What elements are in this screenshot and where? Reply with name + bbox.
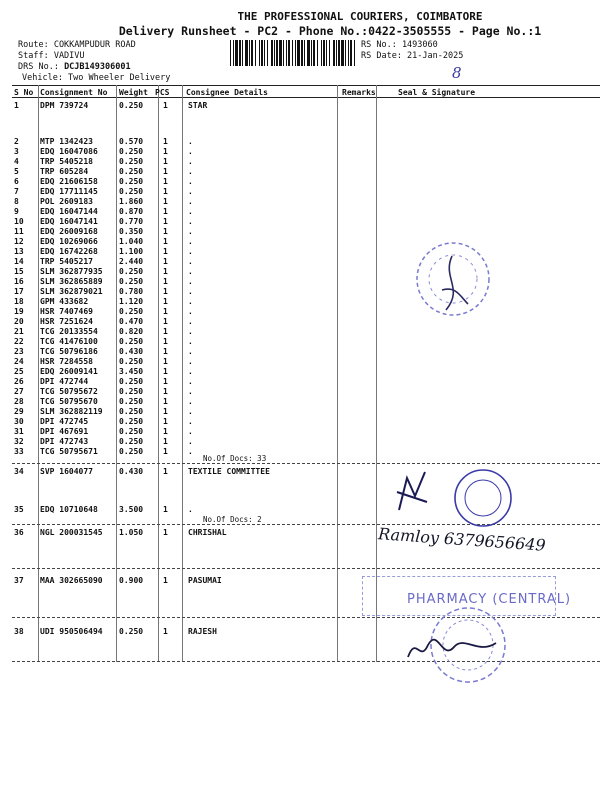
row-sno: 16 — [14, 277, 24, 286]
row-pcs: 1 — [163, 307, 168, 316]
row-sno: 14 — [14, 257, 24, 266]
row-consignment: HSR 7284558 — [40, 357, 93, 366]
table-row — [0, 227, 600, 237]
table-row — [0, 247, 600, 257]
row-consignee: . — [188, 137, 193, 146]
row-sno: 23 — [14, 347, 24, 356]
row-consignment: TCG 50795671 — [40, 447, 98, 456]
row-sno: 30 — [14, 417, 24, 426]
row-weight: 0.250 — [119, 627, 144, 636]
row-sno: 10 — [14, 217, 24, 226]
row-pcs: 1 — [163, 467, 168, 476]
row-pcs: 1 — [163, 427, 168, 436]
row-consignee: . — [188, 157, 193, 166]
barcode-graphic — [230, 40, 355, 66]
row-pcs: 1 — [163, 576, 168, 585]
row-pcs: 1 — [163, 505, 168, 514]
row-weight: 0.250 — [119, 167, 144, 176]
row-weight: 0.870 — [119, 207, 144, 216]
row-consignment: EDQ 16047086 — [40, 147, 98, 156]
row-consignee: . — [188, 327, 193, 336]
table-row — [0, 101, 600, 111]
row-sno: 5 — [14, 167, 19, 176]
table-row — [0, 137, 600, 147]
row-sno: 15 — [14, 267, 24, 276]
row-consignment: HSR 7251624 — [40, 317, 93, 326]
row-consignment: DPM 739724 — [40, 101, 89, 110]
table-row — [0, 407, 600, 417]
row-weight: 0.570 — [119, 137, 144, 146]
row-consignment: TCG 50796186 — [40, 347, 98, 356]
row-sno: 31 — [14, 427, 24, 436]
row-weight: 3.450 — [119, 367, 144, 376]
row-pcs: 1 — [163, 377, 168, 386]
row-consignment: DPI 472745 — [40, 417, 89, 426]
row-pcs: 1 — [163, 217, 168, 226]
row-consignee: . — [188, 417, 193, 426]
row-sno: 4 — [14, 157, 19, 166]
table-row — [0, 427, 600, 437]
row-consignment: TCG 20133554 — [40, 327, 98, 336]
round-seal-stamp — [412, 238, 494, 320]
row-consignee: . — [188, 197, 193, 206]
row-sno: 20 — [14, 317, 24, 326]
row-consignment: EDQ 17711145 — [40, 187, 98, 196]
row-pcs: 1 — [163, 347, 168, 356]
col-header-consignment: Consignment No — [40, 88, 108, 97]
row-consignee: . — [188, 377, 193, 386]
row-consignee: . — [188, 257, 193, 266]
row-pcs: 1 — [163, 357, 168, 366]
table-row — [0, 197, 600, 207]
row-sno: 32 — [14, 437, 24, 446]
row-sno: 33 — [14, 447, 24, 456]
row-sno: 26 — [14, 377, 24, 386]
header-bottom-border — [12, 97, 600, 98]
docs-count: No.Of Docs: 2 — [203, 515, 262, 524]
row-consignment: EDQ 16047141 — [40, 217, 98, 226]
row-sno: 29 — [14, 407, 24, 416]
handwritten-mark: 8 — [452, 64, 462, 82]
row-weight: 0.250 — [119, 387, 144, 396]
row-consignment: SLM 362882119 — [40, 407, 103, 416]
row-consignment: SLM 362865889 — [40, 277, 103, 286]
table-row — [0, 147, 600, 157]
row-consignee: . — [188, 217, 193, 226]
row-consignee: . — [188, 247, 193, 256]
table-row — [0, 207, 600, 217]
row-consignment: TRP 5405217 — [40, 257, 93, 266]
row-consignment: MAA 302665090 — [40, 576, 103, 585]
table-row — [0, 257, 600, 267]
rajesh-seal-signature — [398, 605, 528, 685]
row-consignment: HSR 7407469 — [40, 307, 93, 316]
table-row — [0, 177, 600, 187]
row-weight: 0.250 — [119, 267, 144, 276]
row-consignee: . — [188, 147, 193, 156]
row-consignment: TRP 5405218 — [40, 157, 93, 166]
row-sno: 1 — [14, 101, 19, 110]
row-weight: 0.250 — [119, 101, 144, 110]
row-weight: 0.250 — [119, 427, 144, 436]
row-sno: 34 — [14, 467, 24, 476]
row-weight: 0.250 — [119, 337, 144, 346]
row-pcs: 1 — [163, 437, 168, 446]
table-row — [0, 377, 600, 387]
row-consignee: . — [188, 437, 193, 446]
row-pcs: 1 — [163, 407, 168, 416]
route-label: Route: COKKAMPUDUR ROAD — [18, 40, 136, 50]
company-title: THE PROFESSIONAL COURIERS, COIMBATORE — [237, 10, 483, 23]
staff-label: Staff: VADIVU — [18, 51, 85, 61]
row-consignee: RAJESH — [188, 627, 217, 636]
row-weight: 0.250 — [119, 447, 144, 456]
row-consignee: . — [188, 317, 193, 326]
row-consignment: EDQ 16047144 — [40, 207, 98, 216]
row-sno: 25 — [14, 367, 24, 376]
table-row — [0, 327, 600, 337]
row-weight: 0.250 — [119, 277, 144, 286]
textile-committee-seal — [385, 466, 525, 528]
row-consignee: . — [188, 187, 193, 196]
row-consignee: . — [188, 367, 193, 376]
table-row — [0, 367, 600, 377]
row-sno: 28 — [14, 397, 24, 406]
row-pcs: 1 — [163, 157, 168, 166]
row-consignment: TCG 41476100 — [40, 337, 98, 346]
row-pcs: 1 — [163, 227, 168, 236]
row-consignee: CHRISHAL — [188, 528, 227, 537]
row-weight: 0.250 — [119, 397, 144, 406]
row-pcs: 1 — [163, 147, 168, 156]
row-weight: 0.250 — [119, 377, 144, 386]
row-sno: 11 — [14, 227, 24, 236]
row-consignment: NGL 200031545 — [40, 528, 103, 537]
row-consignment: TCG 50795670 — [40, 397, 98, 406]
row-sno: 38 — [14, 627, 24, 636]
row-sno: 18 — [14, 297, 24, 306]
row-pcs: 1 — [163, 337, 168, 346]
row-consignment: TRP 605284 — [40, 167, 89, 176]
row-consignment: EDQ 10710648 — [40, 505, 98, 514]
row-sno: 13 — [14, 247, 24, 256]
row-consignment: TCG 50795672 — [40, 387, 98, 396]
row-consignee: . — [188, 167, 193, 176]
row-consignment: MTP 1342423 — [40, 137, 93, 146]
row-consignment: EDQ 26009141 — [40, 367, 98, 376]
row-weight: 0.430 — [119, 467, 144, 476]
pharmacy-stamp-text: PHARMACY (CENTRAL) — [407, 592, 572, 607]
row-consignment: EDQ 16742268 — [40, 247, 98, 256]
row-sno: 3 — [14, 147, 19, 156]
row-pcs: 1 — [163, 397, 168, 406]
row-sno: 8 — [14, 197, 19, 206]
row-sno: 2 — [14, 137, 19, 146]
row-consignment: DPI 472744 — [40, 377, 89, 386]
table-row — [0, 317, 600, 327]
table-row — [0, 237, 600, 247]
row-pcs: 1 — [163, 327, 168, 336]
row-pcs: 1 — [163, 257, 168, 266]
row-weight: 1.050 — [119, 528, 144, 537]
table-row — [0, 417, 600, 427]
row-pcs: 1 — [163, 197, 168, 206]
row-consignee: . — [188, 397, 193, 406]
rs-date: RS Date: 21-Jan-2025 — [361, 51, 464, 61]
row-pcs: 1 — [163, 177, 168, 186]
table-row — [0, 277, 600, 287]
table-top-border — [12, 85, 600, 86]
row-consignment: EDQ 21606158 — [40, 177, 98, 186]
table-row — [0, 267, 600, 277]
row-pcs: 1 — [163, 297, 168, 306]
receiver-phone-note: Ramloy 6379656649 — [377, 524, 547, 555]
row-consignment: SLM 362879021 — [40, 287, 103, 296]
row-weight: 0.250 — [119, 357, 144, 366]
row-pcs: 1 — [163, 207, 168, 216]
row-consignee: . — [188, 407, 193, 416]
table-row — [0, 337, 600, 347]
group-divider — [12, 463, 600, 464]
row-consignment: SLM 362877935 — [40, 267, 103, 276]
table-row — [0, 447, 600, 457]
row-sno: 22 — [14, 337, 24, 346]
row-consignee: . — [188, 207, 193, 216]
vehicle-label: Vehicle: Two Wheeler Delivery — [22, 73, 171, 83]
row-sno: 19 — [14, 307, 24, 316]
rs-number: RS No.: 1493060 — [361, 40, 438, 50]
row-consignment: DPI 472743 — [40, 437, 89, 446]
row-consignee: . — [188, 287, 193, 296]
row-consignee: . — [188, 447, 193, 456]
row-weight: 0.250 — [119, 177, 144, 186]
row-weight: 0.250 — [119, 407, 144, 416]
row-consignee: . — [188, 505, 193, 514]
row-consignee: STAR — [188, 101, 208, 110]
row-pcs: 1 — [163, 101, 168, 110]
table-row — [0, 187, 600, 197]
row-weight: 1.040 — [119, 237, 144, 246]
row-weight: 2.440 — [119, 257, 144, 266]
drs-label: DRS No.: — [18, 62, 65, 72]
row-weight: 0.250 — [119, 187, 144, 196]
table-row — [0, 437, 600, 447]
col-header-consignee: Consignee Details — [186, 88, 268, 97]
row-consignment: POL 2609183 — [40, 197, 93, 206]
table-row — [0, 387, 600, 397]
table-row — [0, 157, 600, 167]
row-pcs: 1 — [163, 167, 168, 176]
table-row — [0, 357, 600, 367]
row-sno: 21 — [14, 327, 24, 336]
row-weight: 1.860 — [119, 197, 144, 206]
table-row — [0, 307, 600, 317]
row-consignment: EDQ 10269066 — [40, 237, 98, 246]
row-pcs: 1 — [163, 267, 168, 276]
row-weight: 3.500 — [119, 505, 144, 514]
row-pcs: 1 — [163, 387, 168, 396]
row-pcs: 1 — [163, 528, 168, 537]
row-weight: 0.430 — [119, 347, 144, 356]
row-consignee: . — [188, 307, 193, 316]
row-consignee: . — [188, 227, 193, 236]
table-row — [0, 397, 600, 407]
row-consignee: . — [188, 297, 193, 306]
col-header-remarks: Remarks — [342, 88, 376, 97]
group-divider — [12, 568, 600, 569]
table-row — [0, 347, 600, 357]
row-consignment: UDI 950506494 — [40, 627, 103, 636]
row-pcs: 1 — [163, 137, 168, 146]
col-header-pcs: PCS — [155, 88, 170, 97]
row-weight: 0.250 — [119, 417, 144, 426]
row-weight: 0.900 — [119, 576, 144, 585]
row-pcs: 1 — [163, 367, 168, 376]
row-pcs: 1 — [163, 447, 168, 456]
table-row — [0, 217, 600, 227]
row-weight: 0.770 — [119, 217, 144, 226]
row-consignee: TEXTILE COMMITTEE — [188, 467, 270, 476]
row-pcs: 1 — [163, 627, 168, 636]
row-sno: 17 — [14, 287, 24, 296]
drs-number — [18, 62, 131, 72]
row-weight: 0.820 — [119, 327, 144, 336]
col-header-weight: Weight — [119, 88, 148, 97]
row-weight: 0.250 — [119, 147, 144, 156]
row-consignment: SVP 1604077 — [40, 467, 93, 476]
row-pcs: 1 — [163, 247, 168, 256]
table-row — [0, 287, 600, 297]
row-consignment: EDQ 26009168 — [40, 227, 98, 236]
row-weight: 0.350 — [119, 227, 144, 236]
row-pcs: 1 — [163, 237, 168, 246]
row-sno: 24 — [14, 357, 24, 366]
row-weight: 1.100 — [119, 247, 144, 256]
row-weight: 0.250 — [119, 437, 144, 446]
row-consignee: . — [188, 177, 193, 186]
row-pcs: 1 — [163, 187, 168, 196]
row-sno: 36 — [14, 528, 24, 537]
docs-count: No.Of Docs: 33 — [203, 454, 267, 463]
row-pcs: 1 — [163, 317, 168, 326]
row-sno: 6 — [14, 177, 19, 186]
row-consignment: DPI 467691 — [40, 427, 89, 436]
row-consignee: . — [188, 357, 193, 366]
row-weight: 0.780 — [119, 287, 144, 296]
row-pcs: 1 — [163, 277, 168, 286]
table-row — [0, 297, 600, 307]
row-consignee: . — [188, 267, 193, 276]
row-consignee: . — [188, 277, 193, 286]
row-sno: 7 — [14, 187, 19, 196]
row-consignee: . — [188, 347, 193, 356]
row-consignee: . — [188, 387, 193, 396]
row-consignee: . — [188, 337, 193, 346]
row-weight: 1.120 — [119, 297, 144, 306]
runsheet-title: Delivery Runsheet - PC2 - Phone No.:0422-3505555 - Page No.:1 — [118, 24, 542, 38]
row-weight: 0.250 — [119, 157, 144, 166]
row-consignee: PASUMAI — [188, 576, 222, 585]
row-sno: 9 — [14, 207, 19, 216]
drs-value: DCJB149306001 — [64, 62, 131, 72]
row-pcs: 1 — [163, 287, 168, 296]
row-weight: 0.250 — [119, 307, 144, 316]
row-sno: 35 — [14, 505, 24, 514]
col-header-seal: Seal & Signature — [398, 88, 476, 97]
row-sno: 37 — [14, 576, 24, 585]
col-header-sno: S No — [14, 88, 34, 97]
row-consignment: GPM 433682 — [40, 297, 89, 306]
row-sno: 12 — [14, 237, 24, 246]
row-sno: 27 — [14, 387, 24, 396]
row-consignee: . — [188, 427, 193, 436]
row-consignee: . — [188, 237, 193, 246]
row-weight: 0.470 — [119, 317, 144, 326]
row-pcs: 1 — [163, 417, 168, 426]
table-row — [0, 167, 600, 177]
